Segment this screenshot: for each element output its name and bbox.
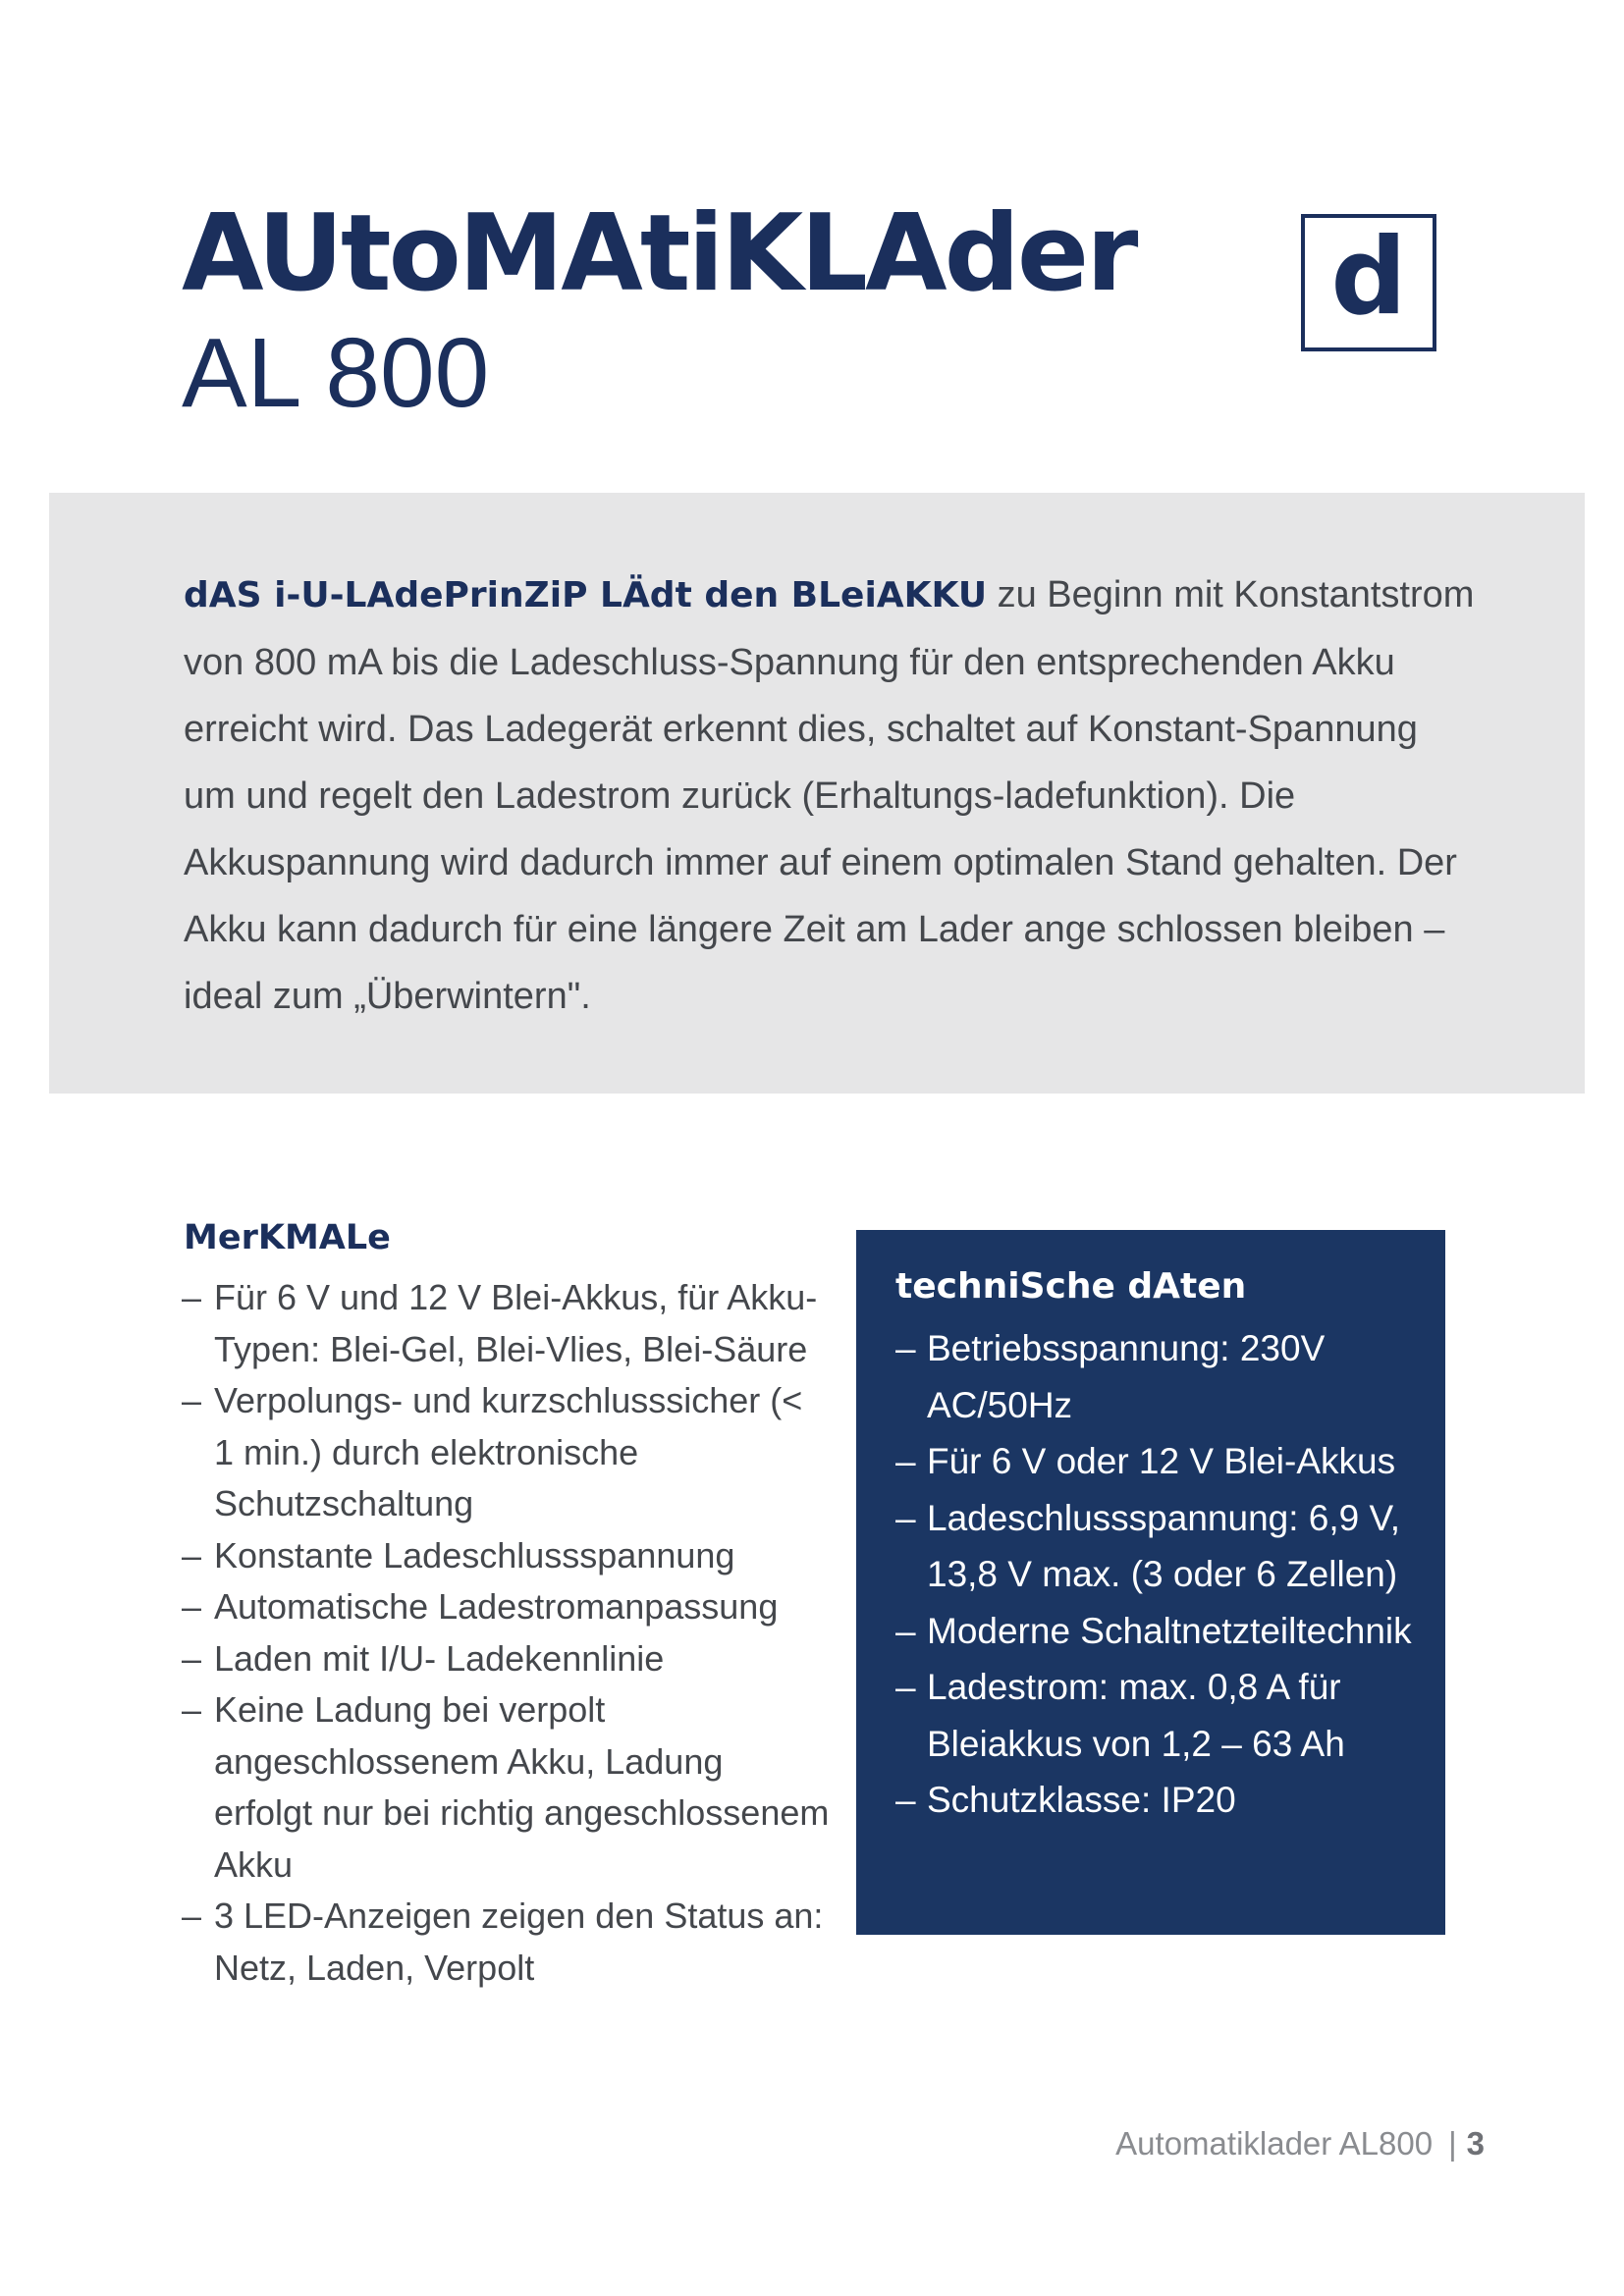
feature-item: – Für 6 V und 12 V Blei-Akkus, für Akku-Typen: Blei-Gel, Blei-Vlies, Blei-Säure: [182, 1277, 818, 1369]
intro-body: zu Beginn mit Konstantstrom von 800 mA bis die Ladeschluss-Spannung für den entsprechenden Akku erreicht wird. Das Ladegerät erkennt dies, schaltet auf Konstant-Spannung um und regelt den Ladestrom zurück (Erhaltungs-ladefunktion). Die Akkuspannung wird dadurch immer auf einem optimalen Stand gehalten. Der Akku kann dadurch für eine längere Zeit am Lader ange schlossen bleiben – ideal zum „Überwintern".: [184, 574, 1475, 1017]
tech-specs-heading: techniSche dAten: [895, 1266, 1247, 1307]
tech-spec-item: – Ladeschlussspannung: 6,9 V, 13,8 V max. (3 oder 6 Zellen): [895, 1497, 1401, 1594]
intro-paragraph: [184, 561, 1480, 1030]
page-footer: [1115, 2124, 1485, 2163]
tech-spec-item: – Moderne Schaltnetzteiltechnik: [895, 1610, 1412, 1651]
tech-spec-item: – Für 6 V oder 12 V Blei-Akkus: [895, 1441, 1396, 1481]
tech-specs-panel: [856, 1230, 1445, 1935]
intro-panel: [49, 493, 1585, 1094]
features-heading: MerKMALe: [184, 1218, 391, 1257]
feature-item: – Laden mit I/U- Ladekennlinie: [182, 1637, 665, 1679]
tech-specs-list: [895, 1320, 1431, 1829]
feature-item: – Automatische Ladestromanpassung: [182, 1586, 779, 1627]
tech-spec-item: – Schutzklasse: IP20: [895, 1780, 1236, 1820]
feature-item: – Konstante Ladeschlussspannung: [182, 1534, 735, 1575]
footer-separator: |: [1448, 2125, 1457, 2162]
brand-logo: [1301, 214, 1436, 351]
page-number: 3: [1466, 2125, 1485, 2162]
feature-item: – Verpolungs- und kurzschlusssicher (< 1 min.) durch elektronische Schutzschaltung: [182, 1380, 803, 1523]
intro-lead: dAS i-U-LAdePrinZiP LÄdt den BLeiAKKU: [184, 575, 988, 615]
feature-item: – 3 LED-Anzeigen zeigen den Status an: Netz, Laden, Verpolt: [182, 1896, 824, 1988]
features-list: [182, 1272, 830, 1994]
logo-letter: d: [1330, 216, 1407, 339]
footer-title: Automatiklader AL800: [1115, 2125, 1434, 2162]
tech-spec-item: – Ladestrom: max. 0,8 A für Bleiakkus von 1,2 – 63 Ah: [895, 1667, 1345, 1764]
page-title: AUtoMAtiKLAder: [182, 192, 1136, 315]
tech-spec-item: – Betriebsspannung: 230V AC/50Hz: [895, 1328, 1326, 1425]
model-subtitle: AL 800: [182, 318, 490, 428]
feature-item: – Keine Ladung bei verpolt angeschlossenem Akku, Ladung erfolgt nur bei richtig angeschlossenem Akku: [182, 1689, 830, 1885]
